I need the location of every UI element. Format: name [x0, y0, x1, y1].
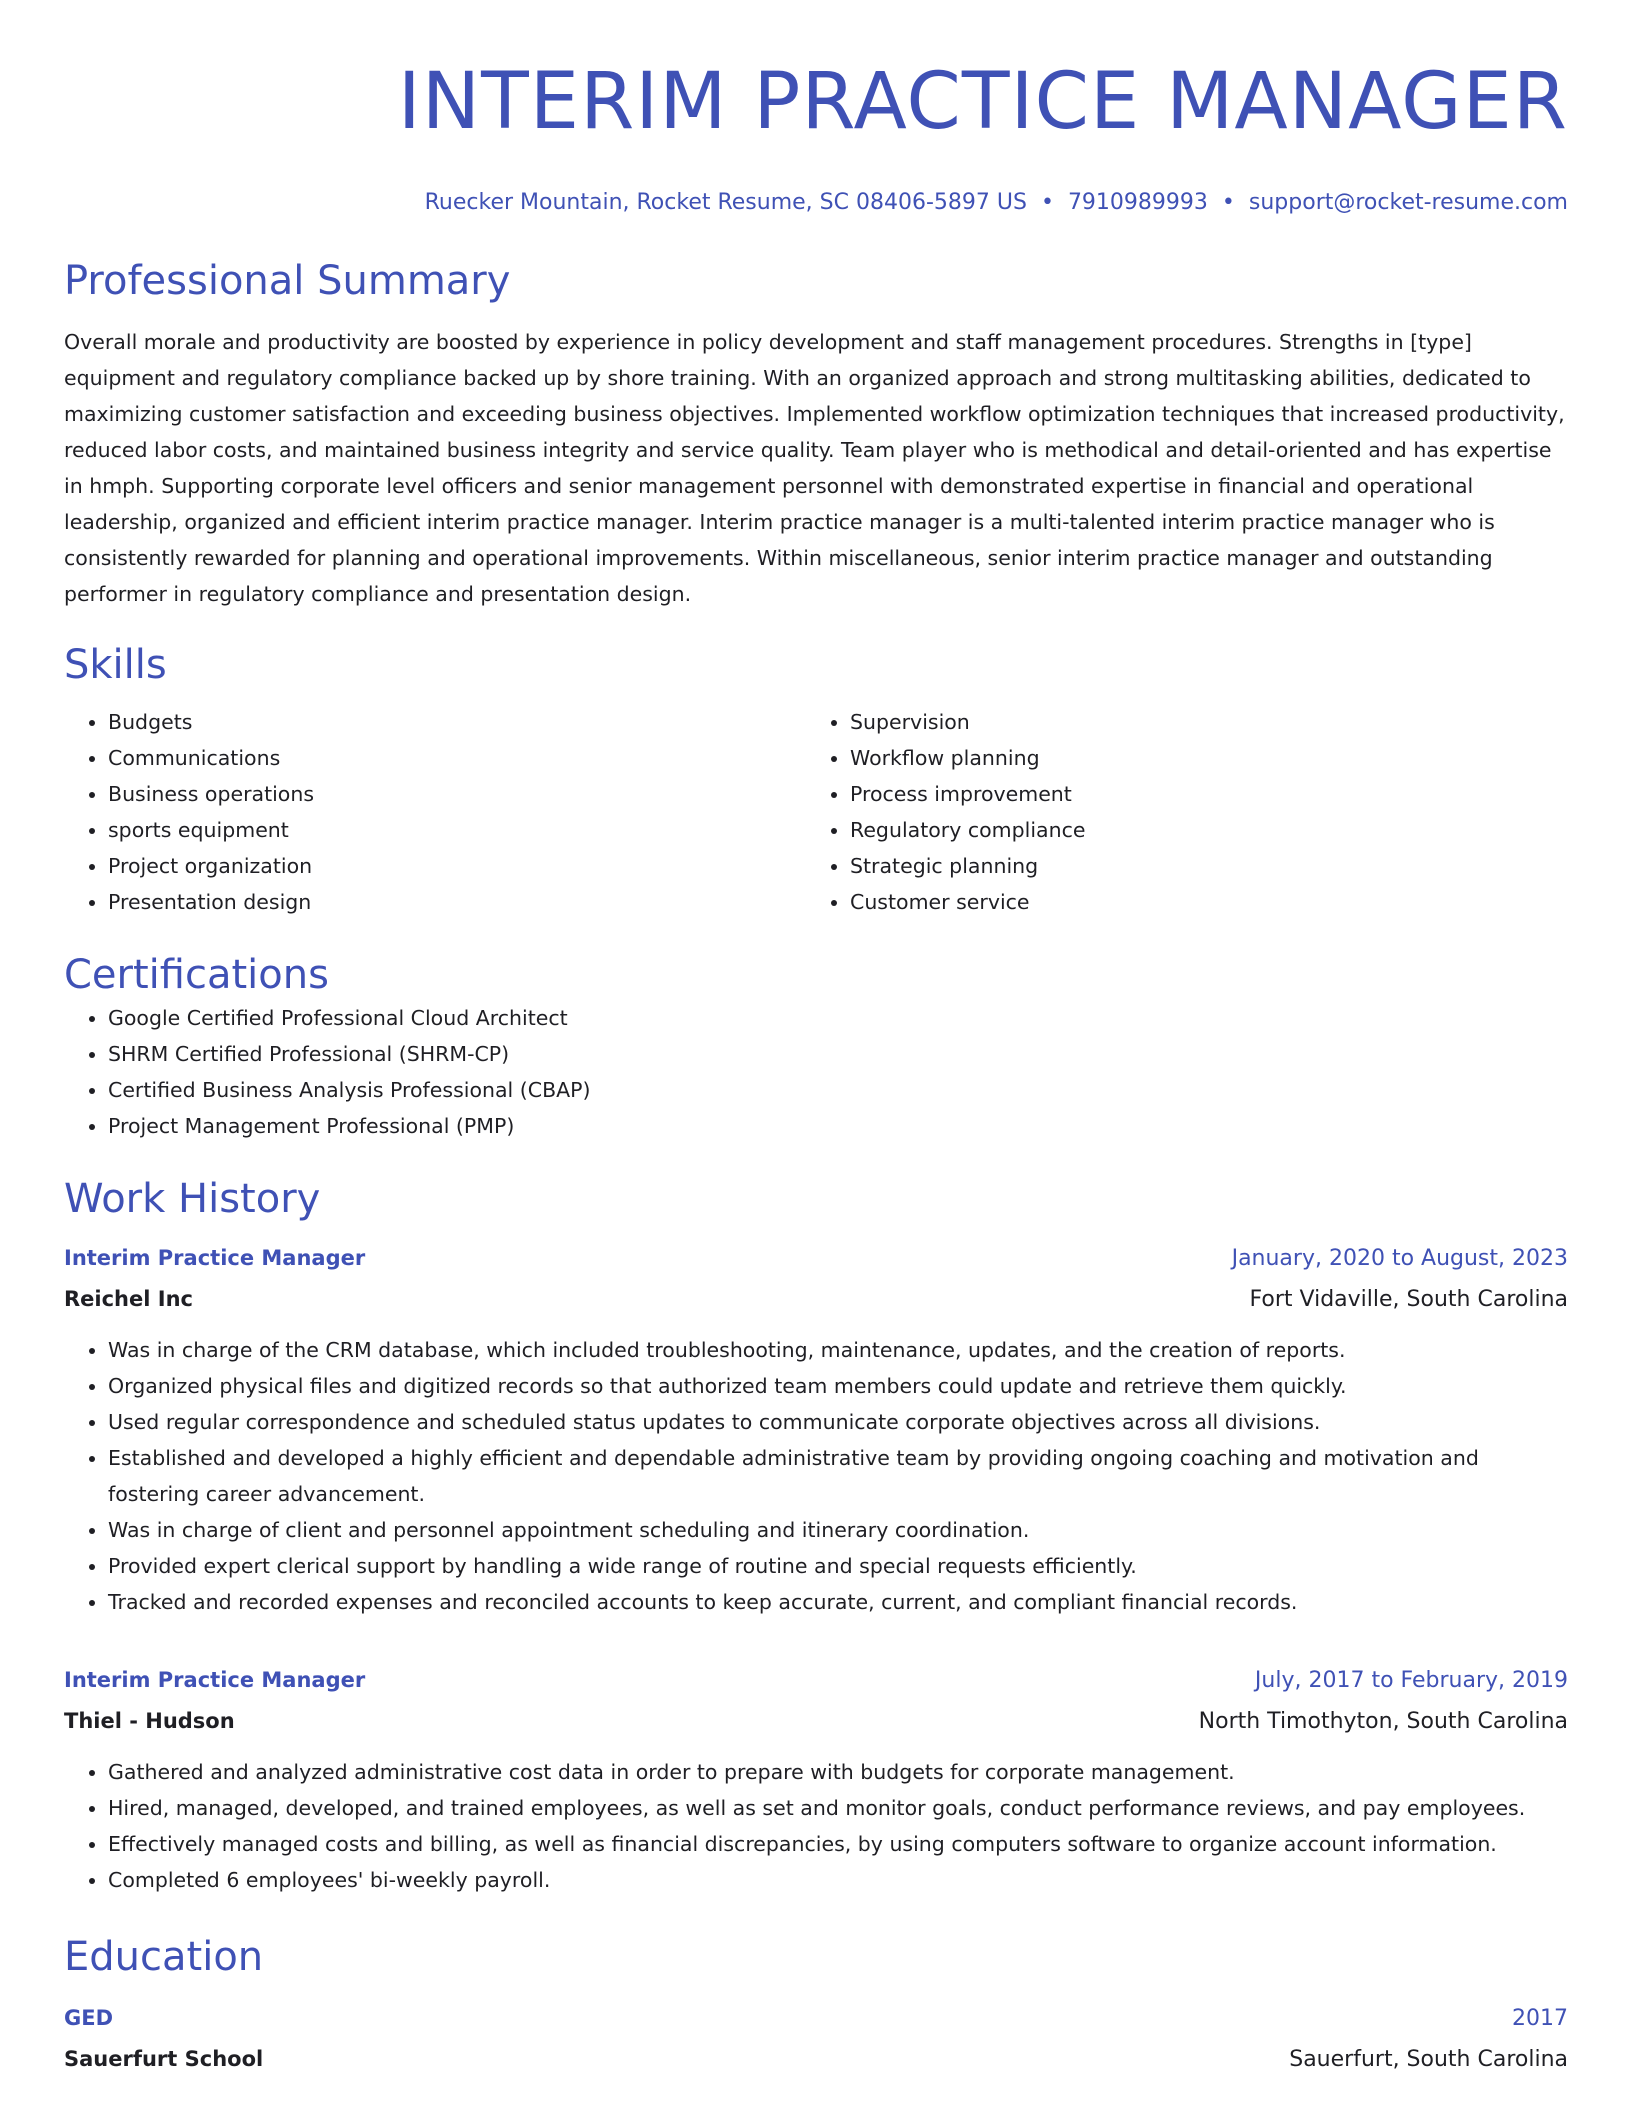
- certification-item: • Google Certified Professional Cloud Architect: [108, 1000, 1568, 1036]
- skills-column-left: [64, 704, 806, 920]
- job-company: Reichel Inc: [64, 1287, 193, 1311]
- skill-item: • Customer service: [850, 884, 1548, 920]
- job-entry: [64, 1660, 1568, 1898]
- resume-name: INTERIM PRACTICE MANAGER: [397, 57, 1568, 147]
- job-company: Thiel - Hudson: [64, 1709, 235, 1733]
- job-header-row: [64, 1238, 1568, 1279]
- work-history-heading: Work History: [64, 1176, 321, 1222]
- job-duty: • Hired, managed, developed, and trained employees, as well as set and monitor goals, conduct performance reviews, and pay employees.: [108, 1790, 1568, 1826]
- skill-item: • Communications: [108, 740, 806, 776]
- skill-item: • Regulatory compliance: [850, 812, 1548, 848]
- job-location: North Timothyton, South Carolina: [1198, 1709, 1568, 1734]
- job-duty: • Established and developed a highly efficient and dependable administrative team by providing ongoing coaching and motivation and fostering career advancement.: [108, 1440, 1568, 1512]
- education-school-row: [64, 2039, 1568, 2080]
- certification-item: • Project Management Professional (PMP): [108, 1108, 1568, 1144]
- skill-item: • Strategic planning: [850, 848, 1548, 884]
- education-degree: GED: [64, 2006, 114, 2030]
- skills-column-right: [806, 704, 1548, 920]
- skill-item: • Business operations: [108, 776, 806, 812]
- skill-item: • Project organization: [108, 848, 806, 884]
- contact-line: [64, 188, 1568, 218]
- job-duty: • Tracked and recorded expenses and reconciled accounts to keep accurate, current, and compliant financial records.: [108, 1584, 1568, 1620]
- skill-item: • Budgets: [108, 704, 806, 740]
- contact-separator: •: [1040, 190, 1054, 215]
- job-header-row: [64, 1660, 1568, 1701]
- contact-address: Ruecker Mountain, Rocket Resume, SC 08406-5897 US: [424, 190, 1027, 215]
- summary-text: Overall morale and productivity are boosted by experience in policy development and staff management procedures. Strengths in [type] equipment and regulatory compliance backed up by shore training. With an organized approach and strong multitasking abilities, dedicated to maximizing customer satisfaction and exceeding business objectives. Implemented workflow optimization techniques that increased productivity, reduced labor costs, and maintained business integrity and service quality. Team player who is methodical and detail-oriented and has expertise in hmph. Supporting corporate level officers and senior management personnel with demonstrated expertise in financial and operational leadership, organized and efficient interim practice manager. Interim practice manager is a multi-talented interim practice manager who is consistently rewarded for planning and operational improvements. Within miscellaneous, senior interim practice manager and outstanding performer in regulatory compliance and presentation design.: [64, 330, 1565, 606]
- skills-list: [64, 704, 1568, 920]
- job-dates: July, 2017 to February, 2019: [1254, 1668, 1568, 1693]
- job-duty: • Was in charge of the CRM database, which included troubleshooting, maintenance, updates, and the creation of reports.: [108, 1332, 1568, 1368]
- job-title: Interim Practice Manager: [64, 1246, 366, 1270]
- job-duty: • Used regular correspondence and scheduled status updates to communicate corporate objectives across all divisions.: [108, 1404, 1568, 1440]
- job-company-row: [64, 1701, 1568, 1742]
- skill-item: • sports equipment: [108, 812, 806, 848]
- skills-heading: Skills: [64, 642, 167, 688]
- job-duty: • Provided expert clerical support by handling a wide range of routine and special requests efficiently.: [108, 1548, 1568, 1584]
- contact-phone: 7910989993: [1067, 190, 1208, 215]
- job-duties: [64, 1332, 1568, 1620]
- education-year: 2017: [1512, 2006, 1568, 2031]
- summary-heading: Professional Summary: [64, 258, 511, 304]
- education-school: Sauerfurt School: [64, 2047, 264, 2071]
- job-company-row: [64, 1279, 1568, 1320]
- job-location: Fort Vidaville, South Carolina: [1249, 1287, 1568, 1312]
- education-location: Sauerfurt, South Carolina: [1289, 2047, 1568, 2072]
- certification-item: • SHRM Certified Professional (SHRM-CP): [108, 1036, 1568, 1072]
- job-duty: • Organized physical files and digitized records so that authorized team members could update and retrieve them quickly.: [108, 1368, 1568, 1404]
- contact-email: support@rocket-resume.com: [1248, 190, 1568, 215]
- skill-item: • Presentation design: [108, 884, 806, 920]
- skill-item: • Supervision: [850, 704, 1548, 740]
- education-header-row: [64, 1998, 1568, 2039]
- education-entry: [64, 1998, 1568, 2080]
- job-title: Interim Practice Manager: [64, 1668, 366, 1692]
- skill-item: • Process improvement: [850, 776, 1548, 812]
- certifications-list: [64, 1000, 1568, 1144]
- job-duties: [64, 1754, 1568, 1898]
- education-heading: Education: [64, 1934, 264, 1980]
- job-duty: • Effectively managed costs and billing, as well as financial discrepancies, by using computers software to organize account information.: [108, 1826, 1568, 1862]
- contact-separator: •: [1221, 190, 1235, 215]
- certification-item: • Certified Business Analysis Professional (CBAP): [108, 1072, 1568, 1108]
- skill-item: • Workflow planning: [850, 740, 1548, 776]
- job-duty: • Gathered and analyzed administrative cost data in order to prepare with budgets for corporate management.: [108, 1754, 1568, 1790]
- certifications-heading: Certifications: [64, 952, 329, 998]
- job-entry: [64, 1238, 1568, 1620]
- job-duty: • Was in charge of client and personnel appointment scheduling and itinerary coordination.: [108, 1512, 1568, 1548]
- job-duty: • Completed 6 employees' bi-weekly payroll.: [108, 1862, 1568, 1898]
- job-dates: January, 2020 to August, 2023: [1231, 1246, 1568, 1271]
